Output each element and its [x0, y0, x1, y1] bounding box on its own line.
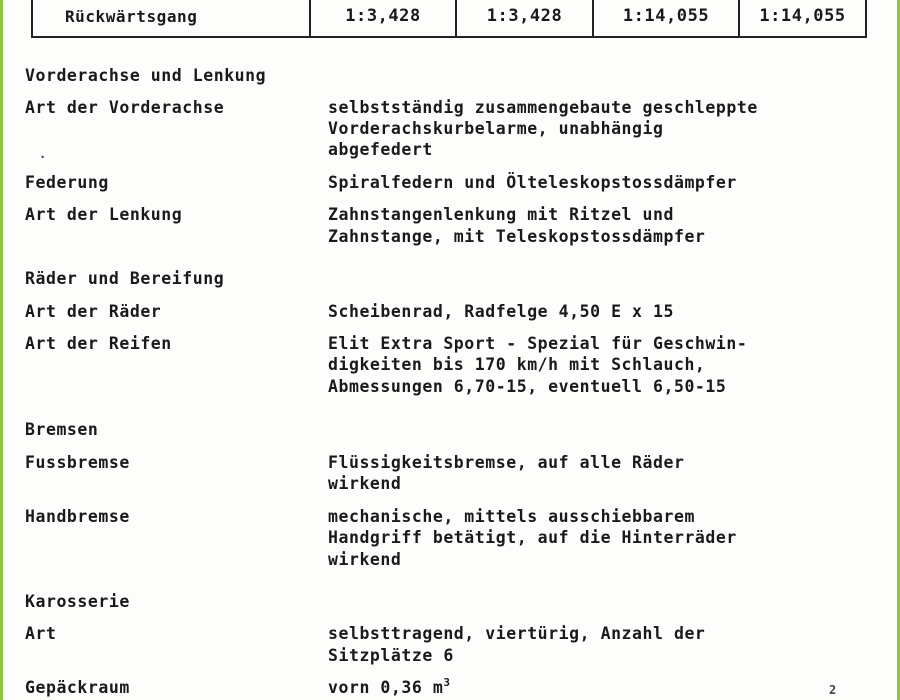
gear-table-value: 1:3,428: [457, 0, 594, 36]
spec-label-steering: Art der Lenkung: [25, 205, 183, 224]
spec-value-body-type-line: Sitzplätze 6: [328, 646, 454, 665]
gear-table-value: 1:14,055: [759, 6, 846, 26]
scan-speck: ·: [39, 150, 47, 164]
spec-value-foot-brake-line: Flüssigkeitsbremse, auf alle Räder: [328, 453, 685, 472]
spec-value-tyre-type-line: Elit Extra Sport - Spezial für Geschwin-: [328, 334, 748, 353]
spec-value-hand-brake-line: wirkend: [328, 550, 402, 569]
spec-value-wheel-type: Scheibenrad, Radfelge 4,50 E x 15: [328, 302, 674, 321]
gear-ratio-table: [31, 0, 867, 38]
spec-value-steering-line: Zahnstange, mit Teleskopstossdämpfer: [328, 227, 706, 246]
spec-value-suspension: Spiralfedern und Ölteleskopstossdämpfer: [328, 173, 737, 192]
gear-table-value: 1:3,428: [311, 0, 457, 36]
section-heading-brakes: Bremsen: [25, 420, 99, 439]
spec-label-tyre-type: Art der Reifen: [25, 334, 172, 353]
luggage-front-text: vorn 0,36 m: [328, 678, 444, 697]
spec-label-suspension: Federung: [25, 173, 109, 192]
section-heading-front-axle: Vorderachse und Lenkung: [25, 66, 267, 85]
section-heading-wheels: Räder und Bereifung: [25, 269, 225, 288]
spec-value-tyre-type-line: digkeiten bis 170 km/h mit Schlauch,: [328, 355, 706, 374]
spec-value-hand-brake-line: Handgriff betätigt, auf die Hinterräder: [328, 528, 737, 547]
gear-table-row-label: Rückwärtsgang: [33, 0, 311, 36]
spec-value-hand-brake-line: mechanische, mittels ausschiebbarem: [328, 507, 695, 526]
spec-value-body-type-line: selbsttragend, viertürig, Anzahl der: [328, 624, 706, 643]
spec-value-tyre-type-line: Abmessungen 6,70-15, eventuell 6,50-15: [328, 377, 727, 396]
spec-label-luggage: Gepäckraum: [25, 678, 130, 697]
spec-value-axle-type-line: Vorderachskurbelarme, unabhängig: [328, 119, 664, 138]
spec-label-body-type: Art: [25, 624, 57, 643]
luggage-unit-exponent: 3: [443, 676, 451, 689]
spec-value-steering-line: Zahnstangenlenkung mit Ritzel und: [328, 205, 674, 224]
section-heading-body: Karosserie: [25, 592, 130, 611]
spec-sheet-page: [3, 0, 897, 700]
gear-table-value: 1:14,055: [594, 0, 740, 36]
spec-label-foot-brake: Fussbremse: [25, 453, 130, 472]
spec-value-axle-type-line: selbstständig zusammengebaute geschleppte: [328, 98, 758, 117]
spec-label-wheel-type: Art der Räder: [25, 302, 162, 321]
spec-label-hand-brake: Handbremse: [25, 507, 130, 526]
spec-value-axle-type-line: abgefedert: [328, 140, 433, 159]
spec-value-foot-brake-line: wirkend: [328, 474, 402, 493]
spec-value-luggage-front: [328, 677, 451, 698]
cutoff-superscript: 2: [829, 683, 837, 697]
spec-label-axle-type: Art der Vorderachse: [25, 98, 225, 117]
